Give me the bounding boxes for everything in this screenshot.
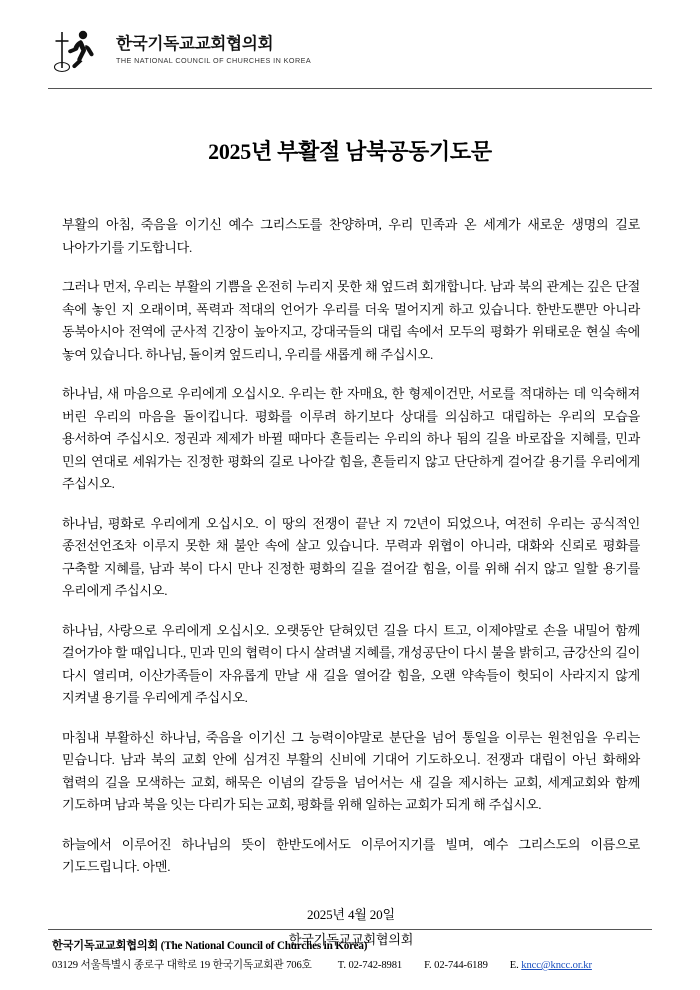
- paragraph-5: 하나님, 사랑으로 우리에게 오십시오. 오랫동안 닫혀있던 길을 다시 트고, 이제야말로 손을 내밀어 함께 걸어가야 할 때입니다., 민과 민의 협력이 다시 살려낼 지혜를, 개성공단이 다시 불을 밝히고, 금강산의 길이 다시 열리며, 이산가족들이 자유롭게 만날 새 길을 열어갈 힘을, 오랜 약속들이 헛되이 사라지지 않게 지켜낼 용기를 우리에게 주십시오.: [62, 622, 640, 706]
- footer-email-link[interactable]: kncc@kncc.or.kr: [521, 960, 592, 971]
- org-name-english: THE NATIONAL COUNCIL OF CHURCHES IN KOREA: [116, 55, 312, 65]
- footer-telephone: T. 02-742-8981: [337, 960, 403, 971]
- paragraph-4: 하나님, 평화로 우리에게 오십시오. 이 땅의 전쟁이 끝난 지 72년이 되었으나, 여전히 우리는 공식적인 종전선언조차 이루지 못한 채 불안 속에 살고 있습니다. 무력과 위협이 아니라, 대화와 신뢰로 평화를 구축할 지혜를, 남과 북이 다시 만나 진정한 평화의 길을 걸어갈 힘을, 이를 위해 쉬지 않고 일할 용기를 우리에게 주십시오.: [62, 515, 640, 599]
- paragraph-7: 하늘에서 이루어진 하나님의 뜻이 한반도에서도 이루어지기를 빌며, 예수 그리스도의 이름으로 기도드립니다. 아멘.: [62, 836, 640, 875]
- paragraph-6: 마침내 부활하신 하나님, 죽음을 이기신 그 능력이야말로 분단을 넘어 통일을 이루는 원천임을 우리는 믿습니다. 남과 북의 교회 안에 심겨진 부활의 신비에 기대어 기도하오니. 전쟁과 대립이 아닌 화해와 협력의 길을 모색하는 교회, 해묵은 이념의 갈등을 넘어서는 새 길을 제시하는 교회, 세계교회와 함께 기도하며 남과 북을 잇는 다리가 되는 교회, 평화를 위해 일하는 교회가 되게 해 주십시오.: [62, 729, 640, 813]
- paragraph-3: 하나님, 새 마음으로 우리에게 오십시오. 우리는 한 자매요, 한 형제이건만, 서로를 적대하는 데 익숙해져 버린 우리의 마음을 돌이킵니다. 평화를 이루려 하기보다 상대를 의심하고 대립하는 우리의 모습을 용서하여 주십시오. 정권과 제제가 바뀔 때마다 흔들리는 우리의 하나 됨의 길을 바로잡을 지혜를, 민과 민의 연대로 세워가는 진정한 평화의 길로 나아갈 힘을, 흔들리지 않고 단단하게 걸어갈 용기를 우리에게 주십시오.: [62, 386, 640, 492]
- org-name-korean: 한국기독교교회협의회: [116, 34, 274, 54]
- footer-contact-row: [38, 957, 662, 972]
- page-title: 2025년 부활절 남북공동기도문: [208, 139, 492, 164]
- footer-email-group: [510, 960, 592, 971]
- document-body: [38, 214, 662, 953]
- signature-organization: 한국기독교교회협의회: [288, 931, 414, 947]
- header-divider: [48, 88, 652, 89]
- paragraph-2: 그러나 먼저, 우리는 부활의 기쁨을 온전히 누리지 못한 채 엎드려 회개합니다. 남과 북의 관계는 깊은 단절 속에 놓인 지 오래이며, 폭력과 적대의 언어가 우리를 더욱 멀어지게 하고 있습니다. 한반도뿐만 아니라 동북아시아 전역에 군사적 긴장이 높아지고, 강대국들의 대립 속에서 모두의 평화가 위태로운 현실 속에 놓여 있습니다. 하나님, 돌이켜 엎드리니, 우리를 새롭게 해 주십시오.: [62, 279, 640, 362]
- footer-divider: [48, 929, 652, 930]
- document-header: [38, 22, 662, 74]
- document-footer: [38, 929, 662, 972]
- footer-address: 03129 서울특별시 종로구 대학로 19 한국기독교회관 706호: [52, 960, 312, 971]
- organization-names: [116, 35, 311, 64]
- footer-fax: F. 02-744-6189: [424, 960, 488, 971]
- paragraph-1: 부활의 아침, 죽음을 이기신 예수 그리스도를 찬양하며, 우리 민족과 온 세계가 새로운 생명의 길로 나아가기를 기도합니다.: [62, 217, 640, 255]
- footer-email-label: E.: [509, 960, 519, 971]
- signature-date: 2025년 4월 20일: [307, 906, 395, 922]
- ncck-runner-logo-icon: [52, 26, 104, 74]
- footer-contacts: [338, 960, 592, 971]
- footer-organization: 한국기독교교회협의회 (The National Council of Churches in Korea): [52, 940, 368, 952]
